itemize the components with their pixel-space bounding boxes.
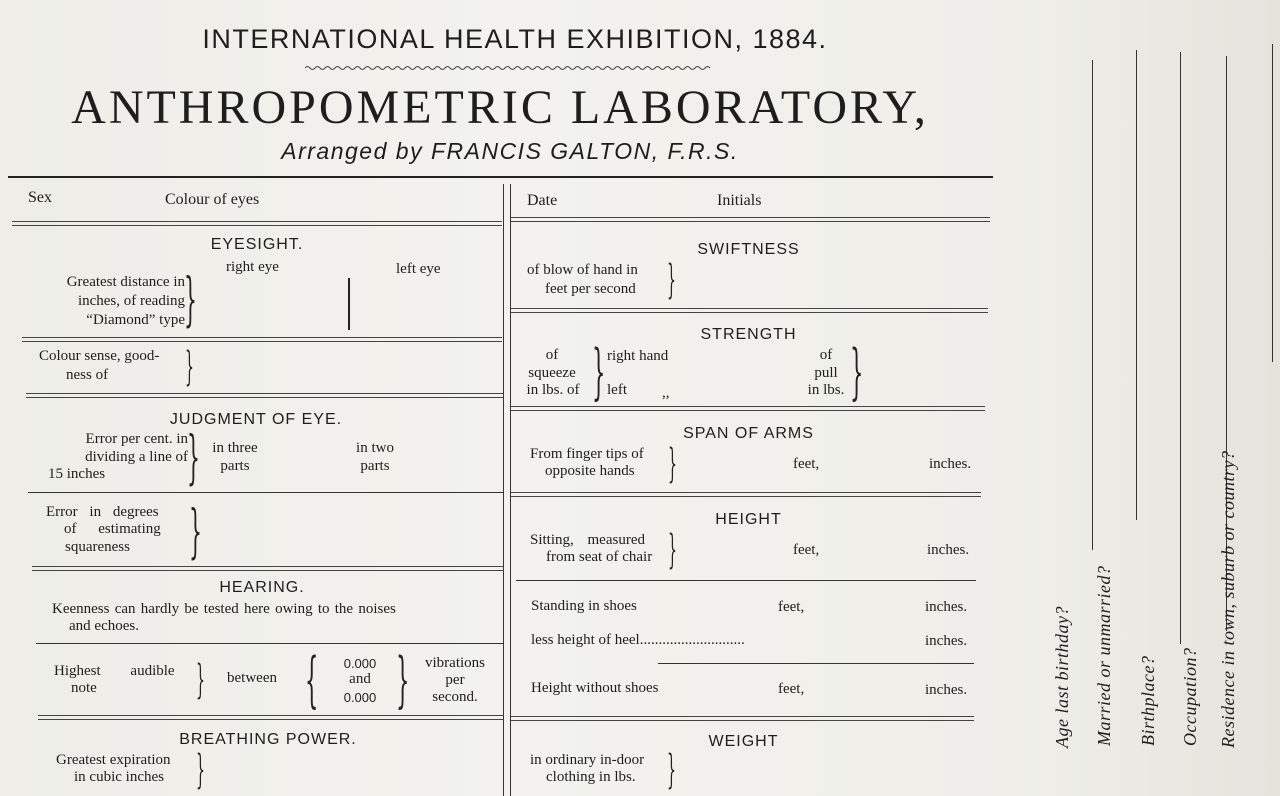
left-rule-1 [12, 221, 502, 226]
strength-ditto: ,, [662, 385, 670, 401]
squareness-2: of estimating [64, 521, 161, 537]
height-heading: HEIGHT [715, 511, 782, 528]
span-line-1: From finger tips of [530, 446, 644, 462]
height-sit-2: from seat of chair [546, 549, 653, 565]
initials-label: Initials [717, 192, 762, 209]
two-parts-1: in two [356, 440, 394, 456]
age-field-line [1092, 60, 1093, 550]
eyesight-label-1: Greatest distance in [66, 274, 185, 290]
right-rule-4 [511, 492, 981, 497]
swiftness-line-2: feet per second [545, 281, 636, 297]
squareness-3: squareness [65, 539, 130, 555]
strength-inlbs: in lbs. of [526, 382, 580, 398]
less-heel-inches: inches. [925, 633, 968, 649]
left-rule-4 [28, 492, 504, 493]
strength-of: of [545, 347, 559, 363]
brace-icon: } [850, 337, 864, 407]
brace-icon: } [667, 257, 676, 303]
eye-divider [348, 278, 350, 330]
weight-heading: WEIGHT [708, 733, 779, 750]
height-sit-feet: feet, [793, 542, 820, 558]
strength-left: left [607, 382, 627, 398]
strength-inlbs-2: in lbs. [807, 382, 845, 398]
brace-icon: } [396, 645, 410, 715]
height-sit-1: Sitting, measured [530, 532, 645, 548]
birthplace-label: Birthplace? [1138, 655, 1158, 746]
hearing-heading: HEARING. [219, 579, 305, 596]
hearing-line-2: and echoes. [69, 618, 139, 634]
swiftness-heading: SWIFTNESS [697, 241, 800, 258]
brace-icon: } [668, 441, 677, 487]
brace-icon: } [187, 423, 200, 491]
standing-feet: feet, [778, 599, 805, 615]
brace-icon: } [667, 747, 676, 793]
age-label: Age last birthday? [1052, 606, 1072, 748]
eyesight-label-3: “Diamond” type [86, 312, 185, 328]
span-line-2: opposite hands [545, 463, 635, 479]
between-label: between [227, 670, 277, 686]
laboratory-title: ANTHROPOMETRIC LABORATORY, [71, 81, 929, 134]
judgment-label-2: dividing a line of [85, 449, 188, 465]
brace-icon: } [185, 344, 194, 390]
hearing-line-1: Keenness can hardly be tested here owing to the noises [52, 601, 396, 617]
right-rule-6 [511, 716, 974, 721]
three-parts-1: in three [212, 440, 258, 456]
judgment-label-1: Error per cent. in [85, 431, 188, 447]
strength-pull: pull [814, 365, 838, 381]
colour-sense-2: ness of [66, 367, 109, 383]
left-rule-2 [22, 337, 502, 342]
three-parts-2: parts [220, 458, 250, 474]
brace-icon: } [196, 747, 205, 793]
vibrations-2: per [445, 672, 465, 688]
wavy-rule [305, 64, 715, 72]
judgment-heading: JUDGMENT OF EYE. [169, 411, 343, 428]
brace-icon: } [184, 265, 197, 333]
colour-sense-1: Colour sense, good- [39, 348, 160, 364]
left-rule-5 [32, 566, 504, 571]
without-shoes-feet: feet, [778, 681, 805, 697]
without-shoes-inches: inches. [925, 682, 968, 698]
span-heading: SPAN OF ARMS [683, 425, 814, 442]
vibrations-3: second. [432, 689, 478, 705]
swiftness-line-1: of blow of hand in [527, 262, 638, 278]
freq-high: 0.000 [343, 690, 377, 705]
brace-icon: } [592, 337, 606, 407]
exhibition-title: INTERNATIONAL HEALTH EXHIBITION, 1884. [202, 24, 828, 54]
heel-underline [658, 663, 974, 664]
eyesight-label-2: inches, of reading [77, 293, 185, 309]
colour-eyes-label: Colour of eyes [165, 191, 260, 208]
squareness-1: Error in degrees [46, 504, 159, 520]
left-rule-7 [38, 715, 504, 720]
two-parts-2: parts [360, 458, 390, 474]
span-feet: feet, [793, 456, 820, 472]
arranged-by: Arranged by FRANCIS GALTON, F.R.S. [281, 138, 739, 164]
weight-line-1: in ordinary in-door [530, 752, 645, 768]
without-shoes-label: Height without shoes [531, 680, 659, 696]
date-label: Date [527, 192, 558, 209]
right-rule-2 [511, 308, 988, 313]
strength-squeeze: squeeze [528, 365, 576, 381]
brace-icon: } [189, 497, 202, 565]
left-eye-label: left eye [396, 261, 441, 277]
audible-note-1: Highest audible [54, 663, 175, 679]
breathing-heading: BREATHING POWER. [179, 731, 357, 748]
standing-label: Standing in shoes [531, 598, 637, 614]
less-heel-label: less height of heel............................ [531, 632, 745, 648]
right-rule-5 [516, 580, 976, 581]
vibrations-1: vibrations [425, 655, 485, 671]
top-thick-rule [8, 176, 993, 178]
freq-and: and [349, 671, 371, 687]
residence-field-line [1272, 44, 1273, 362]
judgment-label-3: 15 inches [48, 466, 106, 482]
married-label: Married or unmarried? [1094, 565, 1114, 746]
brace-icon: } [668, 527, 677, 573]
center-divider-2 [510, 184, 511, 796]
freq-low: 0.000 [343, 656, 377, 671]
span-inches: inches. [929, 456, 972, 472]
married-field-line [1136, 50, 1137, 520]
left-rule-3 [26, 393, 504, 398]
brace-icon: } [196, 657, 205, 703]
breathing-line-2: in cubic inches [74, 769, 164, 785]
brace-open-icon: { [305, 645, 319, 715]
eyesight-heading: EYESIGHT. [210, 236, 304, 253]
birthplace-field-line [1180, 52, 1181, 644]
strength-of-2: of [819, 347, 833, 363]
strength-right-hand: right hand [607, 348, 669, 364]
left-rule-6 [36, 643, 504, 644]
strength-heading: STRENGTH [700, 326, 797, 343]
residence-label: Residence in town, suburb or country? [1218, 450, 1238, 748]
sex-label: Sex [28, 189, 52, 206]
right-rule-1 [511, 217, 990, 222]
breathing-line-1: Greatest expiration [56, 752, 171, 768]
weight-line-2: clothing in lbs. [546, 769, 636, 785]
right-rule-3 [511, 406, 985, 411]
right-eye-label: right eye [226, 259, 279, 275]
standing-inches: inches. [925, 599, 968, 615]
occupation-label: Occupation? [1180, 647, 1200, 746]
audible-note-2: note [71, 680, 97, 696]
height-sit-inches: inches. [927, 542, 970, 558]
center-divider [503, 184, 504, 796]
